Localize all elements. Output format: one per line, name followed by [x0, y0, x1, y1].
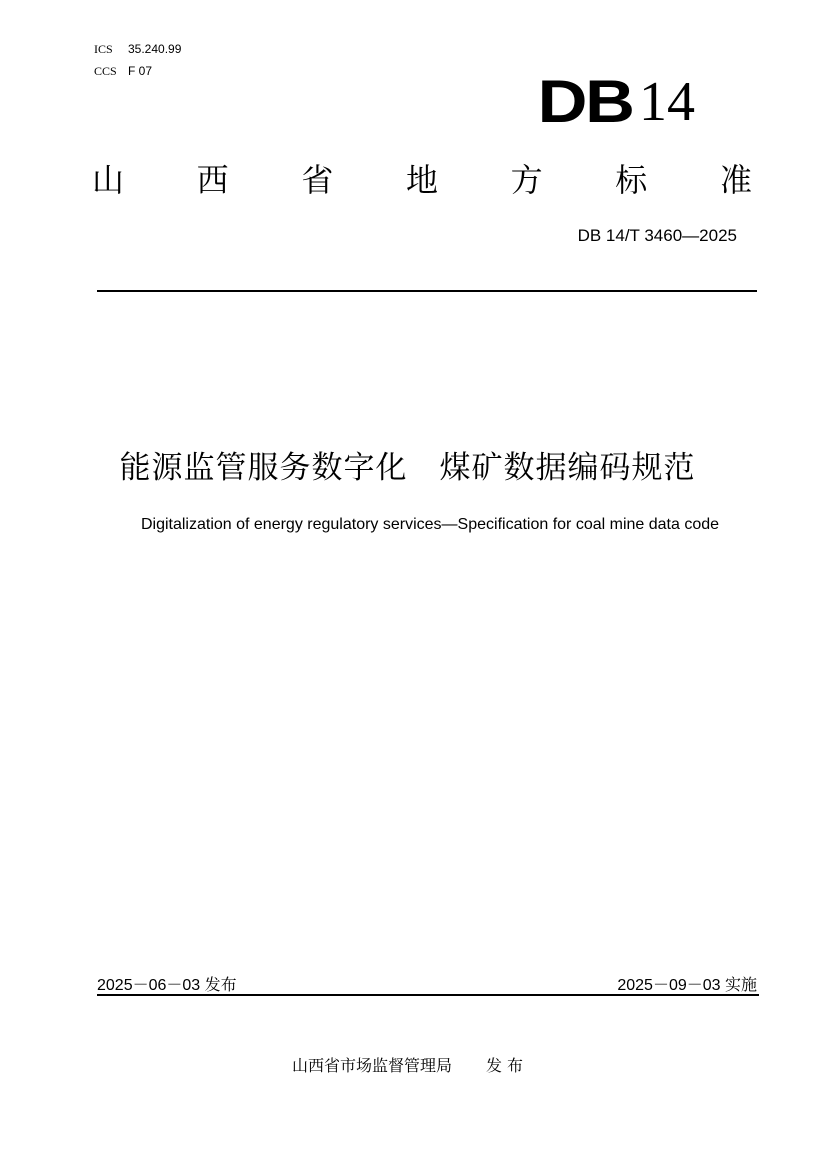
publisher-name: 山西省市场监督管理局 [291, 1056, 452, 1075]
standard-type-char: 地 [405, 161, 438, 199]
db-logo [537, 68, 695, 135]
db-logo-letters: DB [537, 68, 633, 135]
standard-type-heading [92, 160, 752, 200]
document-title-en: Digitalization of energy regulatory services—Specification for coal mine data code [140, 516, 720, 533]
standard-number: DB 14/T 3460—2025 [577, 226, 737, 245]
implementation-date: 2025－09－03 实施 [617, 977, 757, 994]
top-divider [97, 290, 757, 292]
document-title-cn: 能源监管服务数字化 煤矿数据编码规范 [119, 450, 696, 486]
publisher-line [0, 1053, 815, 1076]
standard-type-char: 省 [301, 161, 334, 199]
standard-type-char: 西 [196, 161, 229, 199]
publisher-action: 发 布 [485, 1056, 524, 1075]
db-logo-number: 14 [639, 71, 695, 133]
classification-codes [94, 38, 181, 82]
standard-type-char: 标 [615, 161, 648, 199]
standard-type-char: 准 [719, 161, 752, 199]
ccs-row [94, 60, 181, 82]
ics-label: ICS [94, 42, 113, 56]
bottom-divider [97, 994, 759, 996]
issue-date: 2025－06－03 发布 [97, 977, 237, 994]
standard-type-char: 方 [510, 161, 543, 199]
ics-row [94, 38, 181, 60]
ics-value: 35.240.99 [128, 42, 182, 56]
standard-type-char: 山 [92, 161, 125, 199]
ccs-value: F 07 [128, 64, 153, 78]
ccs-label: CCS [94, 64, 117, 78]
